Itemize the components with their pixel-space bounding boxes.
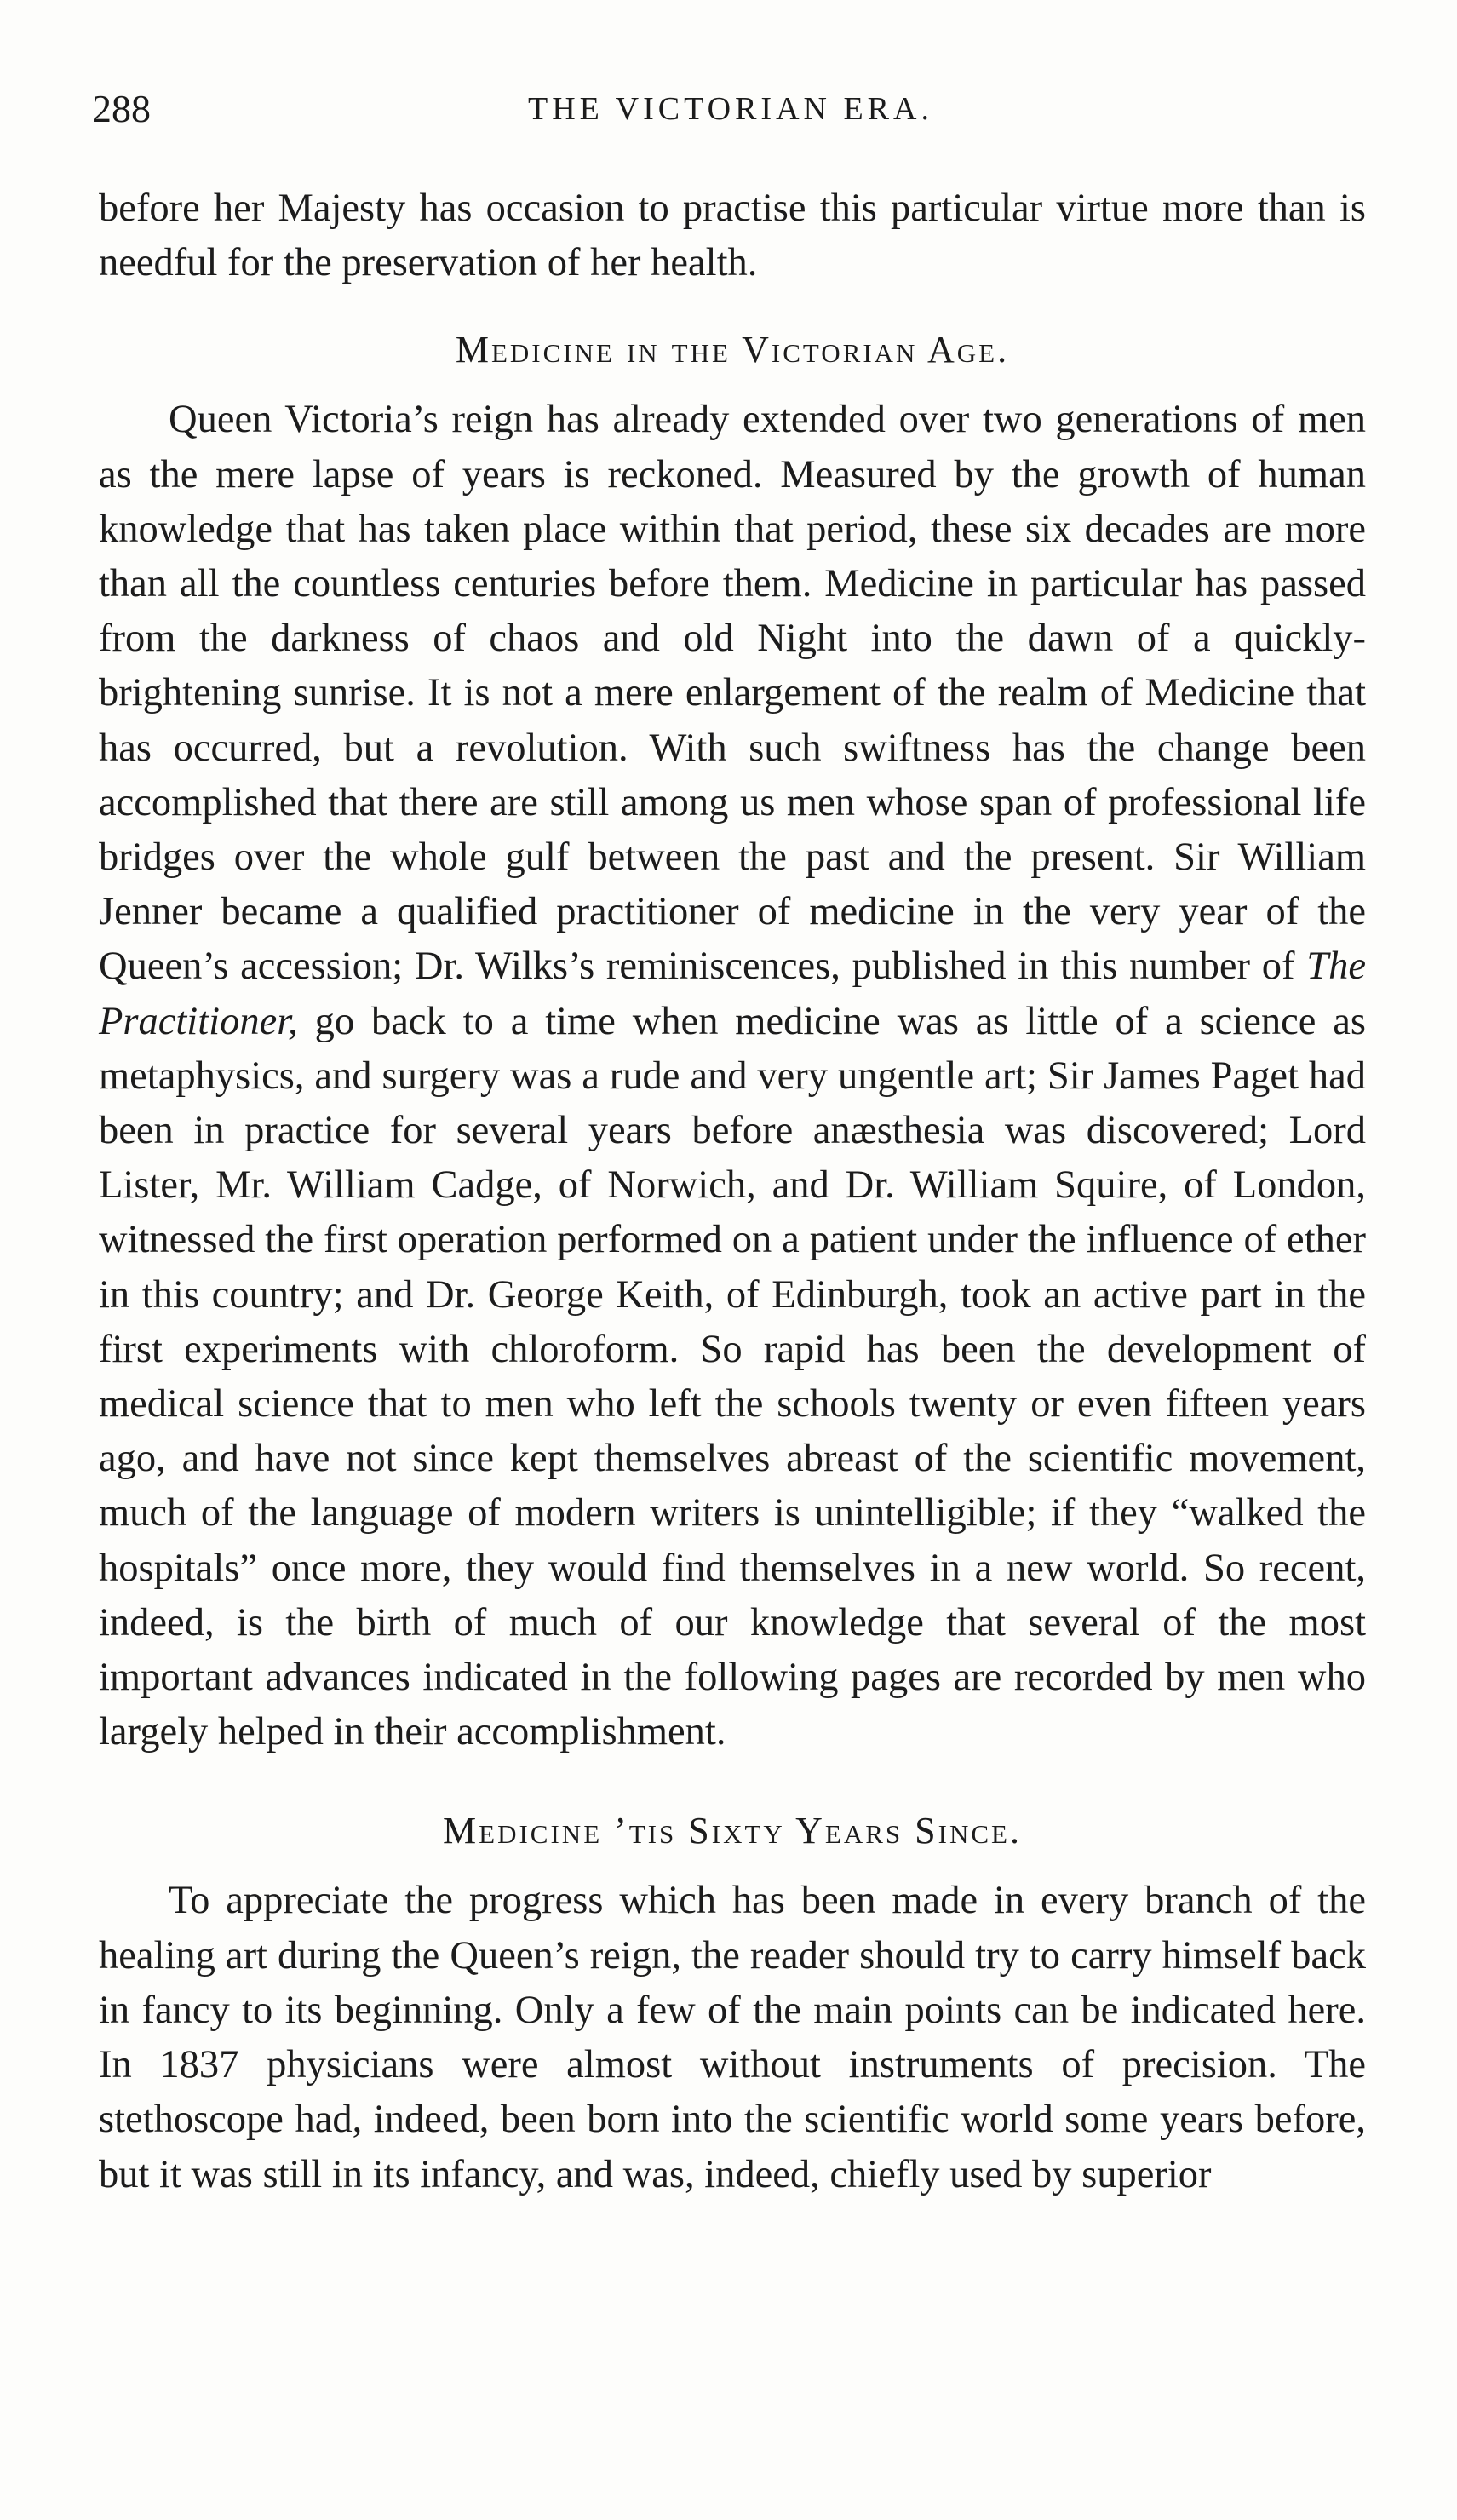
running-title: THE VICTORIAN ERA. [528,91,933,127]
page-body [99,181,1366,2202]
paragraph-victorian-reign [99,393,1366,1759]
paragraph-text: go back to a time when medicine was as little of a science as metaphysics, and surgery was a rude and very ungentle art; Sir James Paget had been in practice for several years before anæsthesia was discovered; Lord Lister, Mr. William Cadge, of Norwich, and Dr. William Squire, of London, witnessed the first operation performed on a patient under the influence of ether in this country; and Dr. George Keith, of Edinburgh, took an active part in the first experiments with chloroform. So rapid has been the development of medical science that to men who left the schools twenty or even fifteen years ago, and have not since kept themselves abreast of the scientific movement, much of the language of modern writers is unintelligible; if they “walked the hospitals” once more, they would find themselves in a new world. So recent, indeed, is the birth of much of our knowledge that several of the most important advances indicated in the following pages are recorded by men who largely helped in their accomplishment. [99,999,1367,1754]
page-header [92,83,1369,135]
journal-title: The Practitioner, [99,944,1366,1043]
paragraph-progress: To appreciate the progress which has been made in every branch of the healing art during the Queen’s reign, the reader should try to carry himself back in fancy to its beginning. Only a few of the main points can be indicated here. In 1837 physicians were almost without instruments of precision. The stethoscope had, indeed, been born into the scientific world some years before, but it was still in its infancy, and was, indeed, chiefly used by superior [99,1879,1366,2196]
paragraph-text: Queen Victoria’s reign has already extended over two generations of men as the mere lapse of years is reckoned. Measured by the growth of human knowledge that has taken place within that period, these six decades are more than all the countless centuries before them. Medicine in particular has passed from the darkness of chaos and old Night into the dawn of a quickly-brightening sunrise. It is not a mere enlargement of the realm of Medicine that has occurred, but a revolution. With such swiftness has the change been accomplished that there are still among us men whose span of professional life bridges over the whole gulf between the past and the present. Sir William Jenner became a qualified practitioner of medicine in the very year of the Queen’s accession; Dr. Wilks’s reminiscences, published in this number of [99,398,1366,989]
section-heading-sixty-years-since: Medicine ’tis Sixty Years Since. [443,1810,1022,1852]
paragraph-continuation: before her Majesty has occasion to practise this particular virtue more than is needful for the preservation of her health. [99,187,1366,285]
page-number: 288 [92,87,151,130]
section-heading-medicine-victorian-age: Medicine in the Victorian Age. [455,329,1010,371]
